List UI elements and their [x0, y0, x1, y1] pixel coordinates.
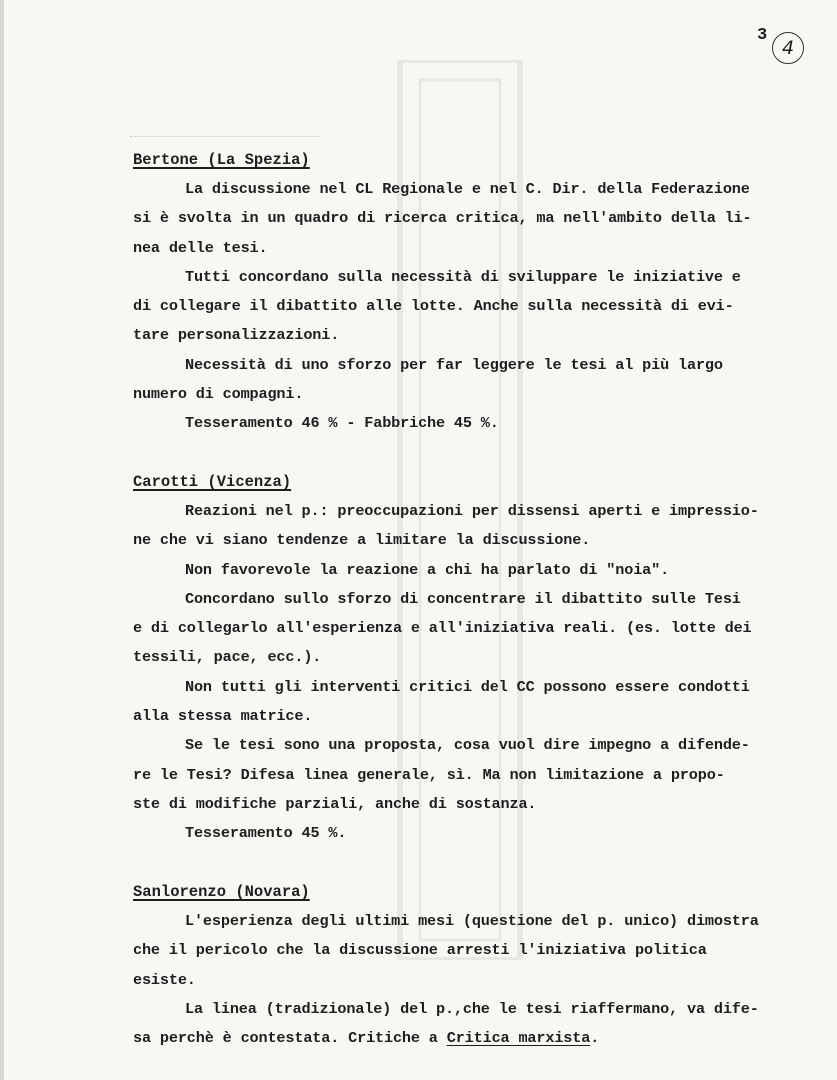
- text-line: ne che vi siano tendenze a limitare la discussione.: [133, 531, 591, 550]
- section-bertone: [133, 146, 828, 439]
- text-line: re le Tesi? Difesa linea generale, sì. Ma non limitazione a propo-: [133, 765, 725, 784]
- text-line: La linea (tradizionale) del p.,che le tesi riaffermano, va dife-: [185, 999, 759, 1018]
- text-line: e di collegarlo all'esperienza e all'iniziativa reali. (es. lotte dei: [133, 619, 752, 638]
- paragraph: [133, 585, 828, 673]
- text-line: Reazioni nel p.: preoccupazioni per dissensi aperti e impressio-: [185, 502, 759, 520]
- text-line: alla stessa matrice.: [133, 707, 313, 726]
- section-heading: Carotti (Vicenza): [133, 473, 292, 491]
- section-sanlorenzo: [133, 878, 828, 1053]
- page-number: 3: [757, 26, 768, 45]
- handwritten-circled-number: 4: [772, 32, 804, 64]
- text-line: [133, 1024, 828, 1053]
- text-fragment: sa perchè è contestata. Critiche a: [133, 1029, 447, 1048]
- paragraph: [133, 175, 828, 263]
- text-line: Necessità di uno sforzo per far leggere le tesi al più largo: [185, 355, 723, 374]
- paragraph: [133, 673, 828, 732]
- text-line: tare personalizzazioni.: [133, 326, 340, 345]
- text-line: Non favorevole la reazione a chi ha parlato di "noia".: [185, 560, 670, 579]
- text-line: che il pericolo che la discussione arresti l'iniziativa politica: [133, 941, 707, 960]
- text-line: Se le tesi sono una proposta, cosa vuol dire impegno a difende-: [185, 736, 750, 755]
- paragraph: [133, 263, 828, 351]
- text-line: numero di compagni.: [133, 385, 304, 404]
- text-line: nea delle tesi.: [133, 238, 268, 257]
- text-line: L'esperienza degli ultimi mesi (questione del p. unico) dimostra: [185, 912, 759, 930]
- paragraph: [133, 819, 828, 848]
- faint-dotted-rule: [130, 136, 320, 137]
- text-line: esiste.: [133, 970, 196, 989]
- paragraph: [133, 731, 828, 819]
- text-line: di collegare il dibattito alle lotte. Anche sulla necessità di evi-: [133, 297, 734, 316]
- text-line: tessili, pace, ecc.).: [133, 648, 322, 667]
- text-line: Tesseramento 45 %.: [185, 824, 347, 843]
- text-line: Non tutti gli interventi critici del CC possono essere condotti: [185, 677, 750, 696]
- text-line: La discussione nel CL Regionale e nel C. Dir. della Federazione: [185, 180, 750, 198]
- section-heading: Bertone (La Spezia): [133, 151, 310, 169]
- paragraph: [133, 995, 828, 1054]
- paragraph: [133, 409, 828, 438]
- section-heading: Sanlorenzo (Novara): [133, 883, 310, 901]
- closing-punctuation: .: [590, 1029, 600, 1048]
- underlined-title: Critica marxista: [446, 1029, 591, 1048]
- text-line: Tesseramento 46 % - Fabbriche 45 %.: [185, 414, 499, 433]
- paragraph: [133, 556, 828, 585]
- paragraph: [133, 351, 828, 410]
- paragraph: [133, 907, 828, 995]
- text-line: ste di modifiche parziali, anche di sostanza.: [133, 794, 537, 813]
- text-line: Tutti concordano sulla necessità di sviluppare le iniziative e: [185, 267, 741, 286]
- section-carotti: [133, 468, 828, 849]
- text-line: Concordano sullo sforzo di concentrare il dibattito sulle Tesi: [185, 589, 741, 608]
- text-line: si è svolta in un quadro di ricerca critica, ma nell'ambito della li-: [133, 209, 752, 228]
- paragraph: [133, 497, 828, 556]
- page-edge: [0, 0, 4, 1080]
